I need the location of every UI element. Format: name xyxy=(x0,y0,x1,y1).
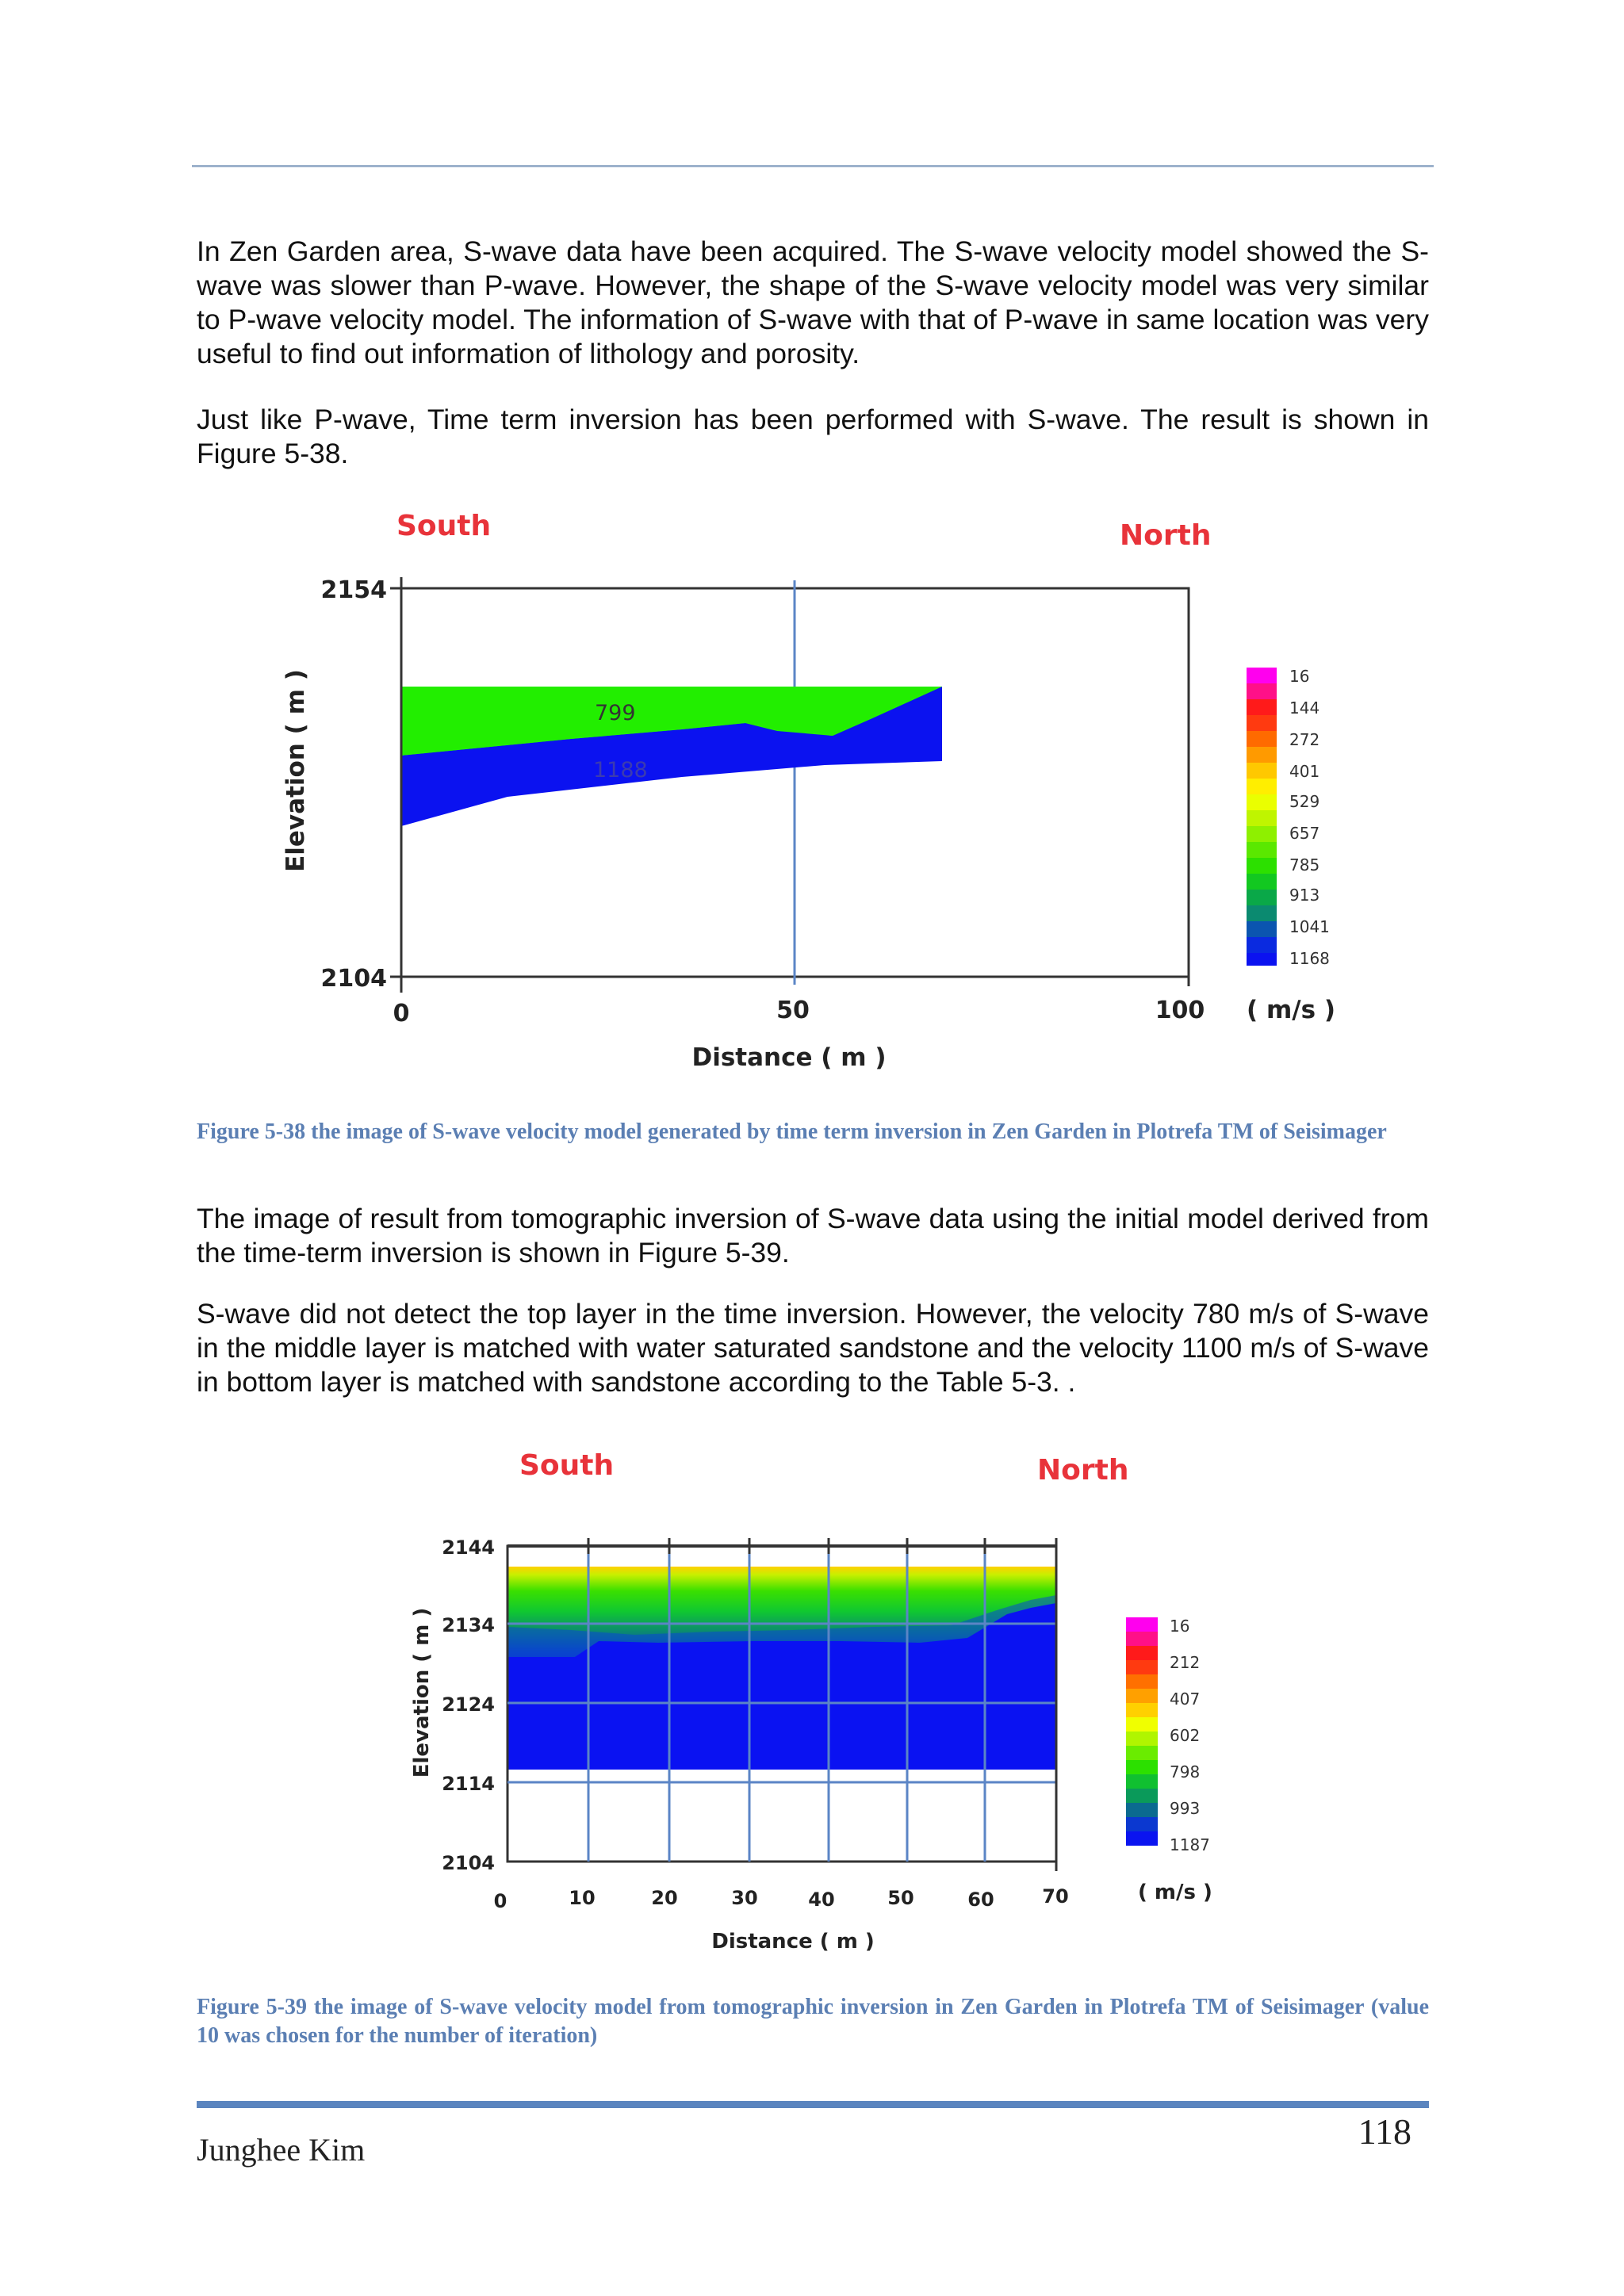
colorbar-label-407: 407 xyxy=(1170,1689,1201,1709)
x-tick-20: 20 xyxy=(651,1887,678,1909)
colorbar-label-1168: 1168 xyxy=(1289,949,1330,968)
layer-label-upper: 799 xyxy=(595,701,636,725)
colorbar-unit: ( m/s ) xyxy=(1138,1881,1212,1904)
colorbar xyxy=(1247,668,1277,966)
x-tick-50: 50 xyxy=(887,1887,914,1909)
x-tick-30: 30 xyxy=(731,1887,758,1909)
y-tick-2134: 2134 xyxy=(442,1614,495,1636)
north-label: North xyxy=(1037,1454,1129,1487)
colorbar-label-16: 16 xyxy=(1170,1617,1190,1636)
x-tick-10: 10 xyxy=(569,1887,596,1909)
paragraph-2: Just like P-wave, Time term inversion has been performed with S-wave. The result is shown in Figure 5-38. xyxy=(197,404,1429,469)
footer-author: Junghee Kim xyxy=(197,2132,366,2168)
x-axis-label: Distance ( m ) xyxy=(691,1043,887,1072)
colorbar xyxy=(1126,1617,1158,1846)
y-tick-2144: 2144 xyxy=(442,1536,495,1559)
x-tick-40: 40 xyxy=(808,1888,835,1911)
y-tick-2104: 2104 xyxy=(320,965,387,993)
x-axis-label: Distance ( m ) xyxy=(711,1930,875,1954)
colorbar-label-1041: 1041 xyxy=(1289,917,1330,936)
colorbar-label-144: 144 xyxy=(1289,698,1320,718)
figure-5-38 xyxy=(270,492,1380,1086)
paragraph-4: S-wave did not detect the top layer in the time inversion. However, the velocity 780 m/s of S-wave in the middle layer is matched with water saturated sandstone and the velocity 1100 m/s of S-wave in bottom layer is matched with sandstone according to the Table 5-3. . xyxy=(197,1298,1429,1398)
x-tick-60: 60 xyxy=(967,1888,994,1911)
colorbar-label-529: 529 xyxy=(1289,792,1320,811)
colorbar-label-401: 401 xyxy=(1289,762,1320,781)
x-tick-70: 70 xyxy=(1042,1885,1069,1908)
x-tick-0: 0 xyxy=(493,1890,508,1912)
colorbar-label-913: 913 xyxy=(1289,886,1320,905)
south-label: South xyxy=(396,510,492,542)
paragraph-1: In Zen Garden area, S-wave data have been acquired. The S-wave velocity model showed the S-wave was slower than P-wave. However, the shape of the S-wave velocity model was very similar to P-wave velocity model. The information of S-wave with that of P-wave in same location was very useful to find out information of lithology and porosity. xyxy=(197,235,1429,369)
colorbar-unit: ( m/s ) xyxy=(1247,996,1335,1024)
page-number: 118 xyxy=(1358,2111,1411,2152)
colorbar-label-993: 993 xyxy=(1170,1799,1201,1818)
y-axis-label: Elevation ( m ) xyxy=(282,669,310,872)
paragraph-3: The image of result from tomographic inversion of S-wave data using the initial model derived from the time-term inversion is shown in Figure 5-39. xyxy=(197,1203,1429,1269)
colorbar-label-1187: 1187 xyxy=(1170,1835,1210,1854)
colorbar-label-602: 602 xyxy=(1170,1726,1201,1745)
x-tick-0: 0 xyxy=(393,1000,410,1027)
footer-rule xyxy=(197,2101,1429,2108)
x-tick-50: 50 xyxy=(776,997,810,1024)
figure-5-39 xyxy=(396,1427,1269,1966)
y-axis-label: Elevation ( m ) xyxy=(410,1607,434,1778)
colorbar-label-785: 785 xyxy=(1289,855,1320,874)
figure-5-38-caption: Figure 5-38 the image of S-wave velocity model generated by time term inversion in Zen Garden in Plotrefa TM of Seisimager xyxy=(197,1119,1387,1144)
colorbar-label-272: 272 xyxy=(1289,730,1320,749)
figure-5-39-caption: Figure 5-39 the image of S-wave velocity model from tomographic inversion in Zen Garden in Plotrefa TM of Seisimager (value 10 was chosen for the number of iteration) xyxy=(197,1995,1429,2048)
y-tick-2104: 2104 xyxy=(442,1852,495,1874)
y-tick-2114: 2114 xyxy=(442,1773,495,1795)
colorbar-label-16: 16 xyxy=(1289,667,1310,686)
south-label: South xyxy=(519,1449,615,1482)
north-label: North xyxy=(1120,519,1212,552)
layer-label-lower: 1188 xyxy=(593,758,648,783)
y-tick-2124: 2124 xyxy=(442,1693,495,1716)
colorbar-label-657: 657 xyxy=(1289,824,1320,843)
x-tick-100: 100 xyxy=(1155,997,1205,1024)
header-rule xyxy=(192,165,1434,167)
colorbar-label-798: 798 xyxy=(1170,1762,1201,1781)
colorbar-label-212: 212 xyxy=(1170,1653,1201,1672)
y-tick-2154: 2154 xyxy=(320,576,387,604)
